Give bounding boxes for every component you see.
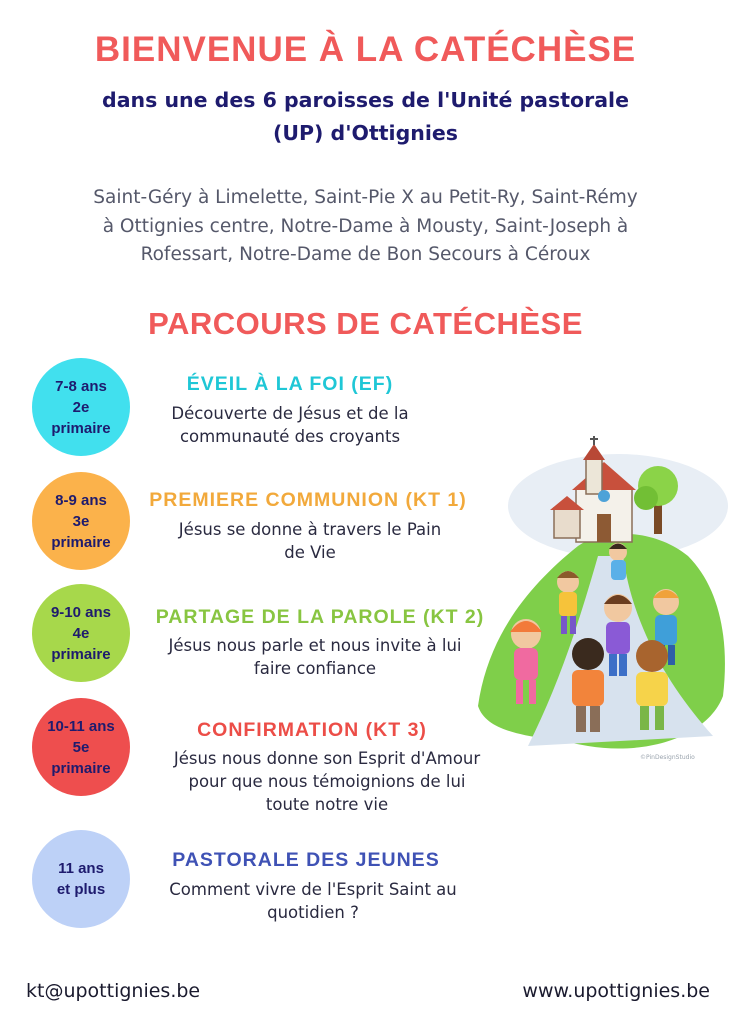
- step-title-eveil: ÉVEIL À LA FOI (EF): [186, 373, 394, 395]
- desc-line: Découverte de Jésus et de la: [171, 404, 409, 423]
- desc-line: Comment vivre de l'Esprit Saint au: [169, 880, 457, 899]
- desc-line: Jésus nous parle et nous invite à lui: [168, 636, 462, 655]
- step-title-parole: PARTAGE DE LA PAROLE (KT 2): [155, 606, 485, 628]
- desc-line: quotidien ?: [267, 903, 359, 922]
- parish-line-3: Rofessart, Notre-Dame de Bon Secours à Céroux: [140, 244, 591, 265]
- age-label: 9-10 ans: [50, 603, 112, 621]
- grade-label: 5e: [72, 738, 90, 756]
- section-title: PARCOURS DE CATÉCHÈSE: [148, 306, 583, 341]
- parish-list: [40, 184, 691, 270]
- parish-line-1: Saint-Géry à Limelette, Saint-Pie X au Petit-Ry, Saint-Rémy: [93, 187, 638, 208]
- desc-line: pour que nous témoignions de lui: [188, 772, 466, 791]
- age-badge-communion: [32, 472, 130, 570]
- step-desc-parole: [130, 634, 500, 680]
- step-desc-jeunes: [128, 878, 498, 924]
- page-subtitle: [60, 84, 671, 150]
- rose-window: [598, 490, 610, 502]
- step-title-confirmation: CONFIRMATION (KT 3): [197, 719, 427, 741]
- grade-label: 4e: [72, 624, 90, 642]
- illustration-svg: [468, 436, 730, 766]
- grade-label: et plus: [56, 881, 106, 898]
- age-label: 8-9 ans: [55, 491, 107, 509]
- subtitle-line-2: (UP) d'Ottignies: [273, 121, 458, 145]
- age-badge-parole: [32, 584, 130, 682]
- side-house: [554, 508, 580, 538]
- age-label: 7-8 ans: [55, 377, 107, 395]
- illustration-watermark: ©PinDesignStudio: [640, 754, 695, 761]
- page-title: BIENVENUE À LA CATÉCHÈSE: [94, 30, 637, 69]
- subtitle-line-1: dans une des 6 paroisses de l'Unité pastorale: [102, 88, 629, 112]
- footer-email[interactable]: kt@upottignies.be: [26, 980, 201, 1002]
- age-badge-jeunes: [32, 830, 130, 928]
- age-label: 10-11 ans: [47, 717, 115, 735]
- grade-label: 3e: [72, 512, 90, 530]
- desc-line: Jésus nous donne son Esprit d'Amour: [173, 749, 481, 768]
- desc-line: toute notre vie: [265, 795, 389, 814]
- grade-label-2: primaire: [51, 419, 111, 437]
- grade-label-2: primaire: [51, 645, 111, 663]
- church-door: [597, 514, 611, 542]
- grade-label-2: primaire: [51, 759, 111, 777]
- age-label: 11 ans: [58, 860, 104, 877]
- tree-crown-2: [634, 486, 658, 510]
- step-desc-confirmation: [142, 747, 512, 816]
- desc-line: faire confiance: [253, 659, 377, 678]
- grade-label: 2e: [72, 398, 90, 416]
- footer-website[interactable]: www.upottignies.be: [522, 980, 710, 1002]
- desc-line: de Vie: [284, 543, 336, 562]
- step-title-communion: PREMIERE COMMUNION (KT 1): [149, 489, 467, 511]
- step-desc-eveil: [105, 402, 475, 448]
- desc-line: Jésus se donne à travers le Pain: [178, 520, 442, 539]
- step-desc-communion: [125, 518, 495, 564]
- desc-line: communauté des croyants: [179, 427, 401, 446]
- grade-label-2: primaire: [51, 533, 111, 551]
- parish-line-2: à Ottignies centre, Notre-Dame à Mousty, Saint-Joseph à: [102, 215, 629, 237]
- church-children-illustration: [468, 436, 730, 766]
- step-title-jeunes: PASTORALE DES JEUNES: [172, 849, 440, 871]
- church-tower: [586, 458, 602, 494]
- tower-roof: [583, 444, 605, 460]
- age-badge-confirmation: [32, 698, 130, 796]
